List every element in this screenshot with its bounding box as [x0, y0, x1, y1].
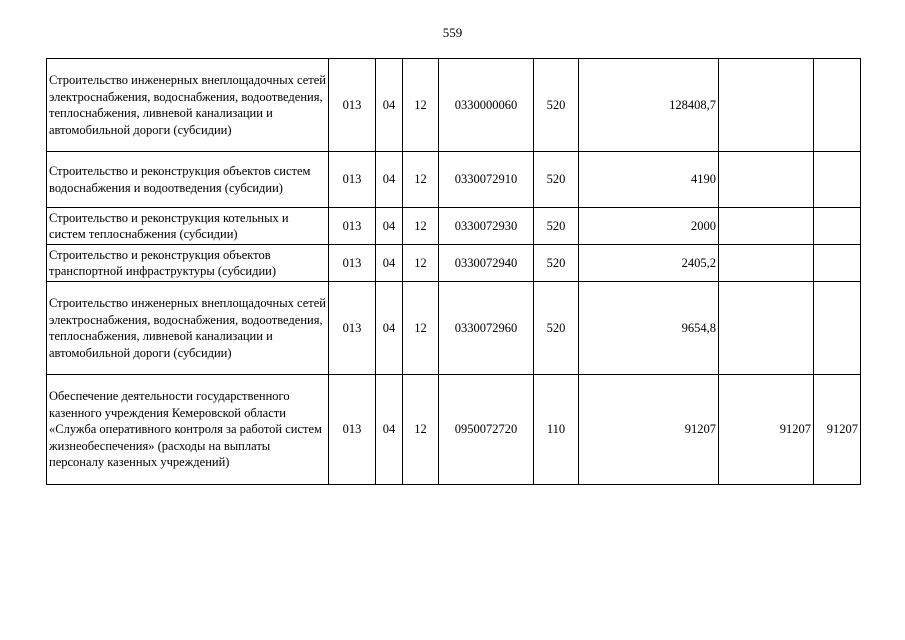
- amount-1-cell: 9654,8: [579, 282, 719, 375]
- table-row: [47, 208, 861, 245]
- amount-3-cell: [814, 282, 861, 375]
- amount-3-cell: [814, 245, 861, 282]
- amount-1-cell: 91207: [579, 375, 719, 485]
- target-article-cell: 0330072960: [439, 282, 534, 375]
- amount-3-cell: 91207: [814, 375, 861, 485]
- page-number: 559: [442, 25, 463, 40]
- expense-name-cell: Строительство и реконструкция объектов систем водоснабжения и водоотведения (субсидии): [47, 152, 329, 208]
- expense-type-cell: 520: [534, 208, 579, 245]
- target-article-cell: 0950072720: [439, 375, 534, 485]
- amount-1-cell: 4190: [579, 152, 719, 208]
- amount-2-cell: [719, 282, 814, 375]
- amount-3-cell: [814, 208, 861, 245]
- section-code-cell: 04: [376, 59, 403, 152]
- table-row: [47, 375, 861, 485]
- section-code-cell: 04: [376, 208, 403, 245]
- expense-name-cell: Строительство инженерных внеплощадочных сетей электроснабжения, водоснабжения, водоотведения, теплоснабжения, ливневой канализации и автомобильной дороги (субсидии): [47, 59, 329, 152]
- subsection-code-cell: 12: [403, 245, 439, 282]
- table-row: [47, 245, 861, 282]
- expense-type-cell: 520: [534, 152, 579, 208]
- table-row: [47, 152, 861, 208]
- amount-2-cell: [719, 152, 814, 208]
- amount-1-cell: 128408,7: [579, 59, 719, 152]
- section-code-cell: 04: [376, 245, 403, 282]
- subsection-code-cell: 12: [403, 282, 439, 375]
- section-code-cell: 04: [376, 375, 403, 485]
- budget-table: [46, 58, 861, 485]
- expense-type-cell: 110: [534, 375, 579, 485]
- amount-3-cell: [814, 152, 861, 208]
- expense-name-cell: Обеспечение деятельности государственного казенного учреждения Кемеровской области «Служба оперативного контроля за работой систем жизнеобеспечения» (расходы на выплаты персоналу казенных учреждений): [47, 375, 329, 485]
- ministry-code-cell: 013: [329, 282, 376, 375]
- expense-name-cell: Строительство и реконструкция объектов транспортной инфраструктуры (субсидии): [47, 245, 329, 282]
- subsection-code-cell: 12: [403, 375, 439, 485]
- target-article-cell: 0330072930: [439, 208, 534, 245]
- table-row: [47, 282, 861, 375]
- amount-2-cell: [719, 208, 814, 245]
- subsection-code-cell: 12: [403, 59, 439, 152]
- amount-1-cell: 2000: [579, 208, 719, 245]
- ministry-code-cell: 013: [329, 59, 376, 152]
- amount-2-cell: 91207: [719, 375, 814, 485]
- section-code-cell: 04: [376, 282, 403, 375]
- expense-name-cell: Строительство и реконструкция котельных и систем теплоснабжения (субсидии): [47, 208, 329, 245]
- target-article-cell: 0330000060: [439, 59, 534, 152]
- subsection-code-cell: 12: [403, 152, 439, 208]
- amount-3-cell: [814, 59, 861, 152]
- amount-2-cell: [719, 245, 814, 282]
- amount-1-cell: 2405,2: [579, 245, 719, 282]
- ministry-code-cell: 013: [329, 208, 376, 245]
- expense-type-cell: 520: [534, 245, 579, 282]
- expense-name-cell: Строительство инженерных внеплощадочных сетей электроснабжения, водоснабжения, водоотведения, теплоснабжения, ливневой канализации и автомобильной дороги (субсидии): [47, 282, 329, 375]
- expense-type-cell: 520: [534, 282, 579, 375]
- subsection-code-cell: 12: [403, 208, 439, 245]
- expense-type-cell: 520: [534, 59, 579, 152]
- ministry-code-cell: 013: [329, 245, 376, 282]
- target-article-cell: 0330072940: [439, 245, 534, 282]
- table-row: [47, 59, 861, 152]
- section-code-cell: 04: [376, 152, 403, 208]
- ministry-code-cell: 013: [329, 152, 376, 208]
- target-article-cell: 0330072910: [439, 152, 534, 208]
- amount-2-cell: [719, 59, 814, 152]
- ministry-code-cell: 013: [329, 375, 376, 485]
